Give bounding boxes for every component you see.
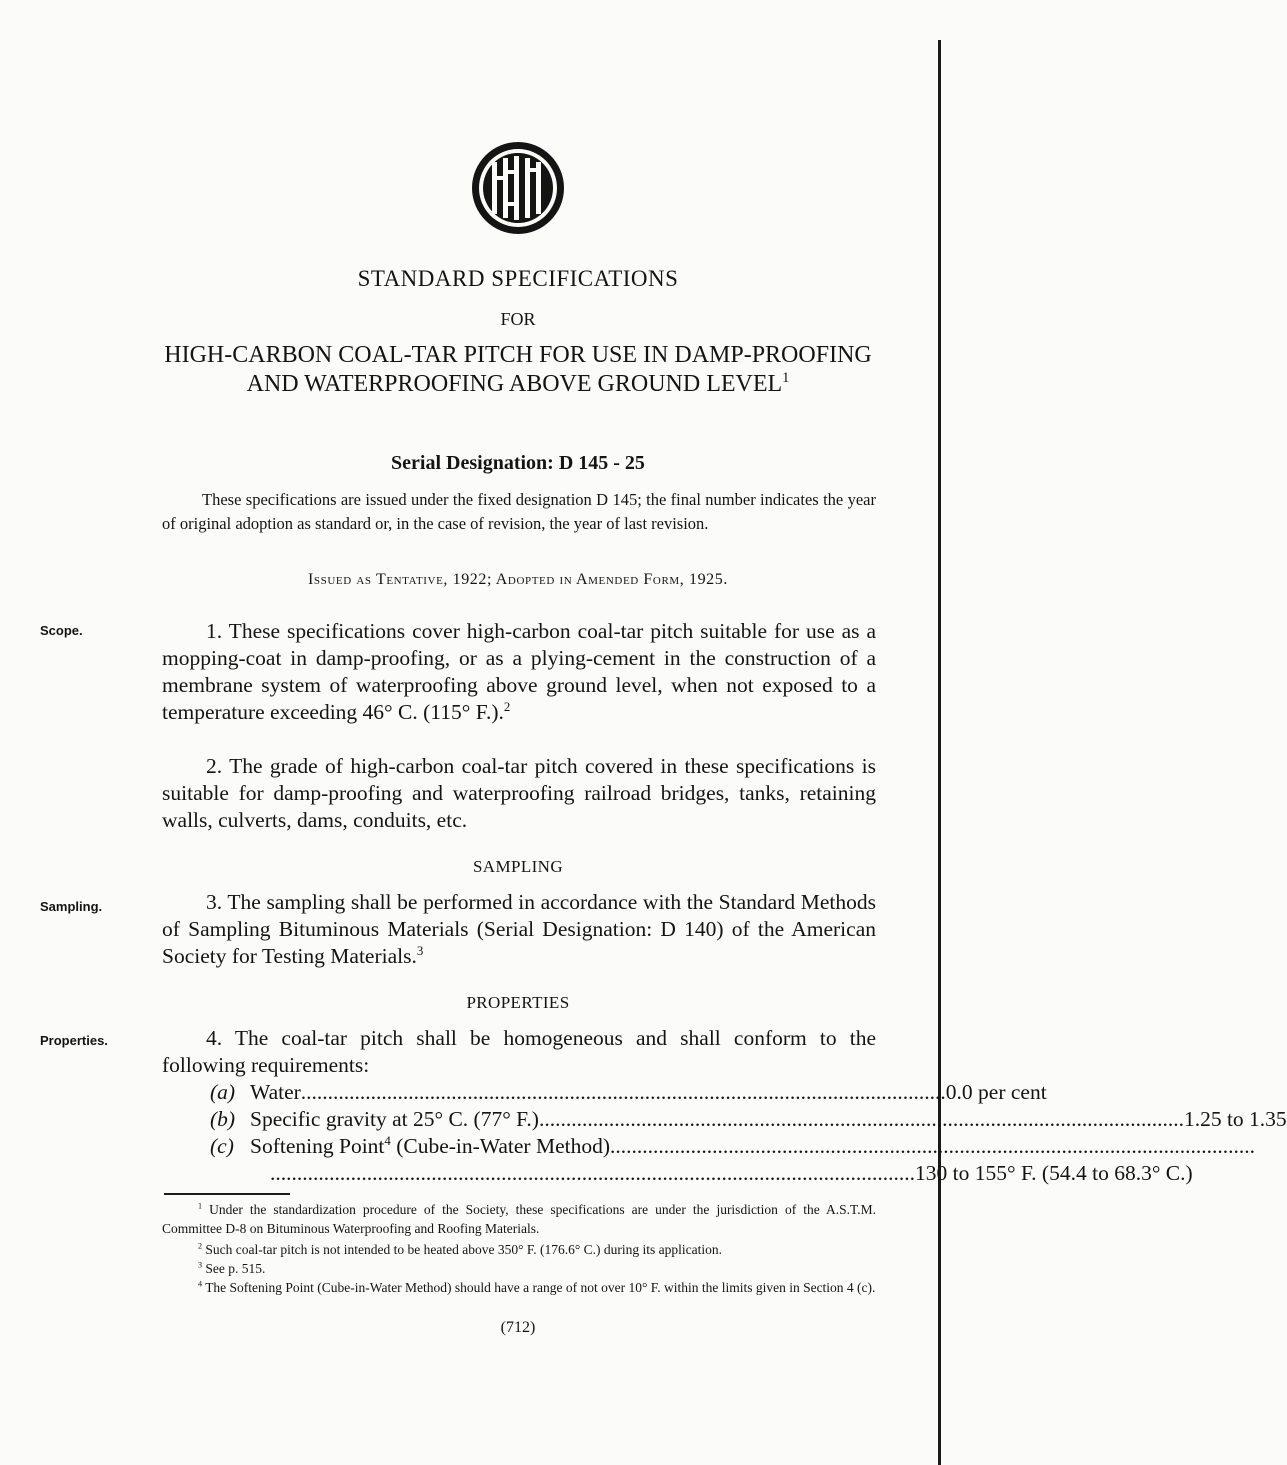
footnote-2: $^2$ Such coal-tar pitch is not intended to be heated above 350° F. (176.6° C.) during its application. xyxy=(198,1241,723,1257)
serial-designation: Serial Designation: D 145 - 25 xyxy=(391,452,645,474)
page-number: (712) xyxy=(500,1319,536,1336)
title-standard-specifications: STANDARD SPECIFICATIONS xyxy=(357,266,679,291)
footnote-rule xyxy=(164,1193,290,1195)
heading-properties: PROPERTIES xyxy=(466,993,570,1012)
title-for: FOR xyxy=(500,309,536,329)
margin-label-scope: Scope. xyxy=(40,623,83,638)
footnote-ref-4: 4 xyxy=(384,1133,391,1148)
footnote-ref-1: 1 xyxy=(782,370,790,386)
paragraph-2: 2. The grade of high-carbon coal-tar pitch covered in these specifications is suitable for damp-proofing and waterproofing railroad bridges, tanks, retaining walls, culverts, dams, conduits, etc. xyxy=(162,754,876,832)
paragraph-4: 4. The coal-tar pitch shall be homogeneous and shall conform to the following requirements: xyxy=(162,1026,876,1077)
issued-note: Issued as Tentative, 1922; Adopted in Amended Form, 1925. xyxy=(308,571,728,588)
requirement-softening-point-value: ........................................................................................................................ 130 to 155° F. (54.4 to 68.3° C.) xyxy=(270,1161,1193,1185)
requirement-specific-gravity: (b) Specific gravity at 25° C. (77° F.) ........................................................................................................................ 1.25 to 1.35 xyxy=(210,1107,1287,1131)
footnote-4: $^4$ The Softening Point (Cube-in-Water Method) should have a range of not over 10° F. within the limits given in Section 4 (c). xyxy=(198,1279,876,1295)
title-main: HIGH-CARBON COAL-TAR PITCH FOR USE IN DAMP-PROOFING AND WATERPROOFING ABOVE GROUND LEVEL$^1$ xyxy=(164,342,872,397)
footnote-1: $^1$ Under the standardization procedure of the Society, these specifications are under the jurisdiction of the A.S.T.M. Committee D-8 on Bituminous Waterproofing and Roofing Materials. xyxy=(162,1201,877,1236)
paragraph-1: 1. These specifications cover high-carbon coal-tar pitch suitable for use as a mopping-coat in damp-proofing, or as a plying-cement in the construction of a membrane system of waterproofing above ground level, when not exposed to a temperature exceeding 46° C. (115° F.).$^2$ xyxy=(162,619,876,724)
footnote-ref-2: 2 xyxy=(503,699,511,714)
intro-paragraph: These specifications are issued under the fixed designation D 145; the final number indicates the year of original adoption as standard or, in the case of revision, the year of last revision. xyxy=(162,490,876,533)
requirement-softening-point: (c) Softening Point$^4$ (Cube-in-Water Method) ........................................................................................................................ xyxy=(210,1133,1256,1158)
paragraph-3: 3. The sampling shall be performed in accordance with the Standard Methods of Sampling Bituminous Materials (Serial Designation: D 140) of the American Society for Testing Materials.$^3$ xyxy=(162,890,876,968)
requirement-water: (a) Water ........................................................................................................................ 0.0 per cent xyxy=(210,1080,1047,1104)
astm-logo xyxy=(470,140,566,236)
footnote-3: $^3$ See p. 515. xyxy=(198,1260,266,1276)
margin-label-properties: Properties. xyxy=(40,1033,108,1048)
heading-sampling: SAMPLING xyxy=(472,857,564,876)
footnote-ref-3: 3 xyxy=(416,943,424,958)
margin-label-sampling: Sampling. xyxy=(40,899,103,914)
page-edge-rule xyxy=(938,40,941,1465)
